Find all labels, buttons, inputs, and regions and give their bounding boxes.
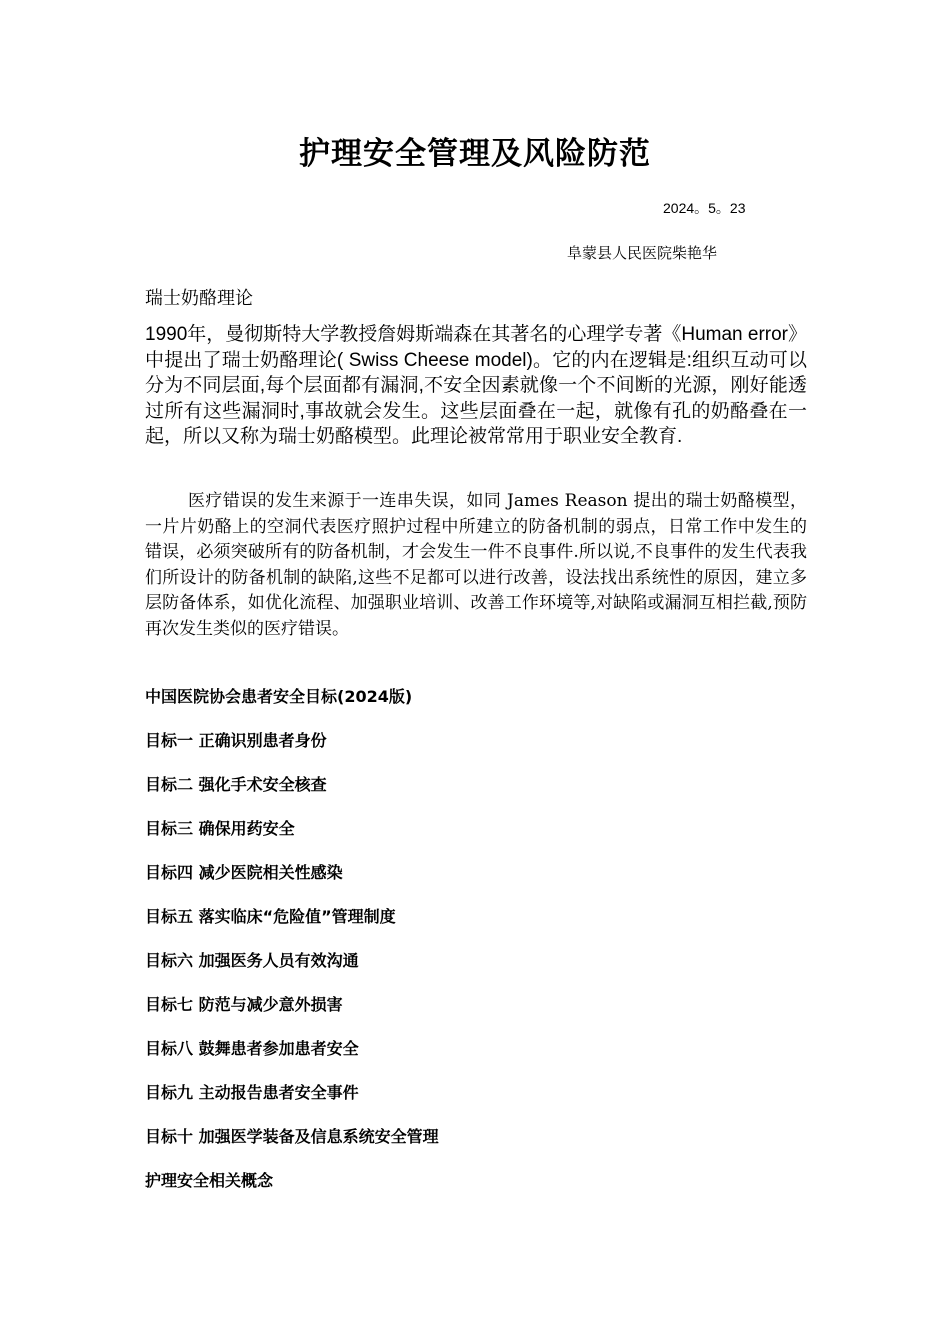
paragraph-medical-errors: 医疗错误的发生来源于一连串失误，如同 James Reason 提出的瑞士奶酪模型，一片片奶酪上的空洞代表医疗照护过程中所建立的防备机制的弱点，日常工作中发生的错误，必须突破所有的防备机制，才会发生一件不良事件.所以说,不良事件的发生代表我们所设计的防备机制的缺陷,这些不足都可以进行改善，设法找出系统性的原因，建立多层防备体系，如优化流程、加强职业培训、改善工作环境等,对缺陷或漏洞互相拦截,预防再次发生类似的医疗错误。 bbox=[145, 491, 807, 639]
section-heading-swiss-cheese: 瑞士奶酪理论 bbox=[145, 288, 253, 309]
goal-item-8: 目标八 鼓舞患者参加患者安全 bbox=[145, 1039, 359, 1058]
document-date: 2024。5。23 bbox=[663, 200, 746, 216]
goal-item-5: 目标五 落实临床“危险值”管理制度 bbox=[145, 907, 396, 926]
goal-item-10: 目标十 加强医学装备及信息系统安全管理 bbox=[145, 1127, 439, 1146]
document-author: 阜蒙县人民医院柴艳华 bbox=[567, 244, 718, 262]
goal-item-1: 目标一 正确识别患者身份 bbox=[145, 731, 327, 750]
goal-item-2: 目标二 强化手术安全核查 bbox=[145, 775, 327, 794]
paragraph-swiss-cheese-theory: 1990年，曼彻斯特大学教授詹姆斯端森在其著名的心理学专著《Human error》中提出了瑞士奶酪理论( Swiss Cheese model)。它的内在逻辑是:组织互动可以分为不同层面,每个层面都有漏洞,不安全因素就像一个不间断的光源，刚好能透过所有这些漏洞时,事故就会发生。这些层面叠在一起，就像有孔的奶酪叠在一起，所以又称为瑞士奶酪模型。此理论被常常用于职业安全教育. bbox=[145, 324, 807, 448]
concepts-heading: 护理安全相关概念 bbox=[145, 1171, 274, 1190]
goal-item-6: 目标六 加强医务人员有效沟通 bbox=[145, 951, 359, 970]
goal-item-7: 目标七 防范与减少意外损害 bbox=[145, 995, 343, 1014]
goal-item-9: 目标九 主动报告患者安全事件 bbox=[145, 1083, 359, 1102]
document-title: 护理安全管理及风险防范 bbox=[299, 136, 651, 172]
goal-item-4: 目标四 减少医院相关性感染 bbox=[145, 863, 343, 882]
goals-heading: 中国医院协会患者安全目标(2024版) bbox=[145, 687, 413, 706]
goal-item-3: 目标三 确保用药安全 bbox=[145, 819, 295, 838]
